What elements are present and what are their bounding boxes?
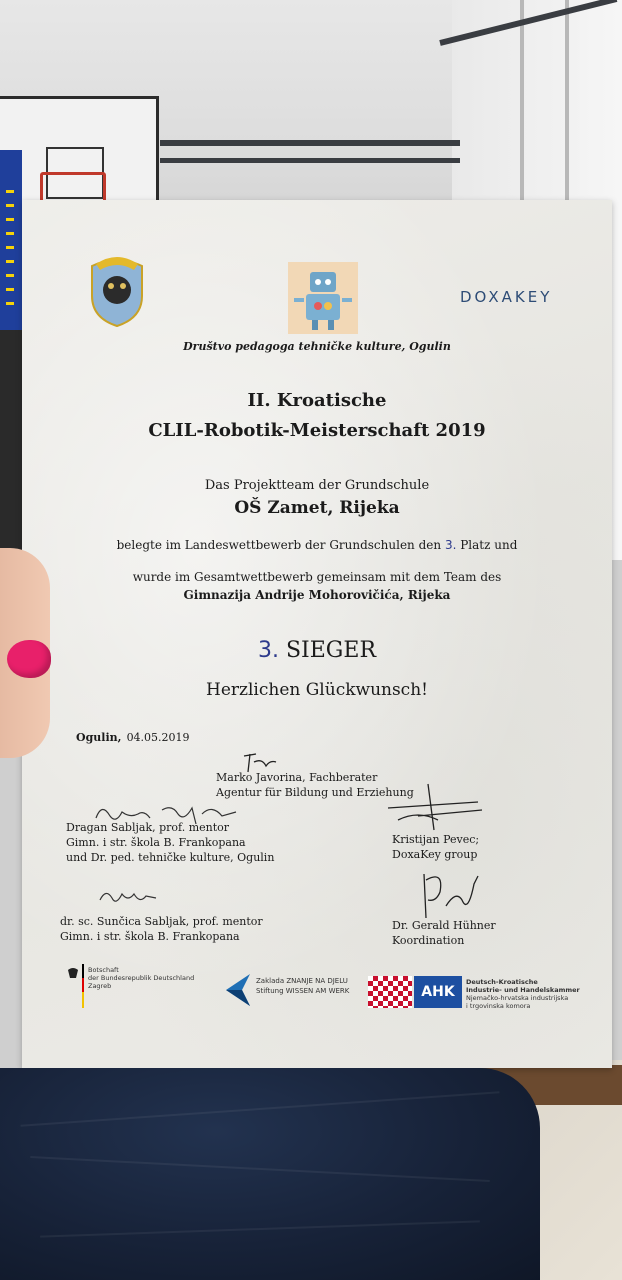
jacket-seam [21,1091,500,1126]
partner-school: Gimnazija Andrije Mohorovičića, Rijeka [183,588,451,602]
congratulations: Herzlichen Glückwunsch! [206,680,428,700]
pevec-name: Kristijan Pevec; [392,833,480,846]
school-name: OŠ Zamet, Rijeka [234,498,400,518]
foundation-line-1: Zaklada ZNANJE NA DJELU [256,977,348,985]
dragan-name: Dragan Sabljak, prof. mentor [66,821,230,834]
embassy-line-2: der Bundesrepublik Deutschland [88,974,195,982]
wall-pipe [160,158,460,163]
ogulin-crest-logo [88,256,146,328]
organizer-name: Društvo pedagoga tehničke kulture, Ogulin [183,340,451,353]
ahk-line-2: Industrie- und Handelskammer [466,986,580,994]
ahk-line-4: i trgovinska komora [466,1002,531,1010]
dragan-society: und Dr. ped. tehničke kulture, Ogulin [66,851,275,864]
placement-suffix: Platz und [460,538,518,552]
embassy-text [88,966,194,990]
wall-pipe [160,140,460,146]
signatory-suncica [60,914,263,944]
intro-text: Das Projektteam der Grundschule [204,478,430,493]
foundation-line-2: Stiftung WISSEN AM WERK [256,987,350,995]
ahk-checkerboard-icon [368,976,412,1008]
placement-line [22,538,612,552]
sieger-line [22,638,612,663]
foundation-text [256,976,349,996]
suncica-name: dr. sc. Sunčica Sabljak, prof. mentor [60,915,263,928]
robot-icon [288,262,358,334]
pevec-company: DoxaKey group [392,848,478,861]
doxakey-logo: DOXAKEY [460,288,553,306]
ahk-text [466,978,580,1010]
navy-jacket [0,1068,540,1280]
javorina-name: Marko Javorina, Fachberater [216,771,378,784]
suncica-school: Gimn. i str. škola B. Frankopana [60,930,240,943]
certificate [22,200,612,1068]
place: Ogulin, [76,731,122,744]
overall-line: wurde im Gesamtwettbewerb gemeinsam mit dem Team des [132,570,502,584]
embassy-line-3: Zagreb [88,982,112,990]
javorina-role: Agentur für Bildung und Erziehung [216,786,414,799]
placement-prefix: belegte im Landeswettbewerb der Grundschulen den [116,538,442,552]
signatory-huehner [392,918,496,948]
ahk-line-1: Deutsch-Kroatische [466,978,538,986]
date: 04.05.2019 [126,731,190,744]
signature-pevec [378,780,488,836]
ahk-line-3: Njemačko-hrvatska industrijska [466,994,569,1002]
sieger-word: SIEGER [285,638,377,663]
sieger-number: 3. [257,638,279,663]
window-frame [520,0,524,230]
window-frame [565,0,569,230]
signature-huehner [416,870,496,924]
german-eagle-icon [64,964,88,1010]
jacket-seam [30,1156,489,1182]
jacket-seam [40,1220,480,1237]
ahk-logo: AHK [414,976,462,1008]
huehner-role: Koordination [392,934,465,947]
signature-suncica-sabljak [96,886,160,910]
huehner-name: Dr. Gerald Hühner [392,919,496,932]
pink-fingernail [7,640,51,678]
title-line-1: II. Kroatische [247,390,387,411]
dragan-school: Gimn. i str. škola B. Frankopana [66,836,246,849]
eu-flag [0,150,22,350]
embassy-line-1: Botschaft [88,966,119,974]
placement-number: 3. [444,538,457,552]
znanje-na-djelu-logo-icon [220,972,254,1008]
signatory-pevec [392,832,479,862]
title-line-2: CLIL-Robotik-Meisterschaft 2019 [148,420,486,441]
robot-logo [288,262,358,334]
place-date [76,726,190,745]
signatory-dragan [66,820,274,865]
